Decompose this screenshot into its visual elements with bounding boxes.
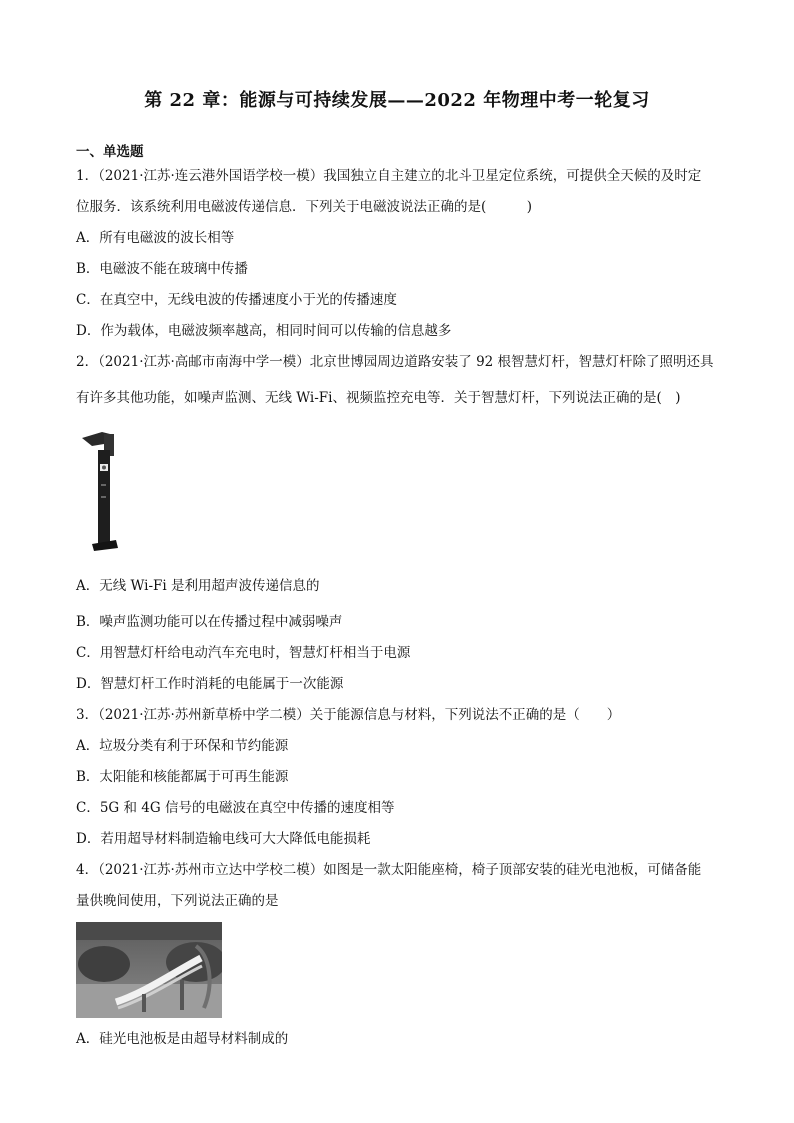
q3-option-b: B．太阳能和核能都属于可再生能源 — [76, 769, 289, 785]
q4-stem-line-1: 4．（2021·江苏·苏州市立达中学校二模）如图是一款太阳能座椅，椅子顶部安装的硅光电池板，可储备能 — [76, 862, 702, 878]
page-title: 第 22 章：能源与可持续发展——2022 年物理中考一轮复习 — [144, 90, 650, 111]
solar-bench-photo-icon — [76, 922, 222, 1018]
q2-option-c: C．用智慧灯杆给电动汽车充电时，智慧灯杆相当于电源 — [76, 645, 411, 661]
q4-stem-line-2: 量供晚间使用，下列说法正确的是 — [76, 893, 279, 909]
section-heading: 一、单选题 — [76, 144, 144, 160]
q1-option-b: B．电磁波不能在玻璃中传播 — [76, 261, 248, 277]
q2-option-b: B．噪声监测功能可以在传播过程中减弱噪声 — [76, 614, 343, 630]
q1-option-c: C．在真空中，无线电波的传播速度小于光的传播速度 — [76, 292, 397, 308]
q1-option-d: D．作为载体，电磁波频率越高，相同时间可以传输的信息越多 — [76, 323, 452, 339]
q1-stem-line-1: 1．（2021·江苏·连云港外国语学校一模）我国独立自主建立的北斗卫星定位系统，可提供全天候的及时定 — [76, 168, 702, 184]
q2-stem-line-2: 有许多其他功能，如噪声监测、无线 Wi-Fi、视频监控充电等．关于智慧灯杆，下列说法正确的是( ) — [76, 390, 681, 406]
q4-option-a: A．硅光电池板是由超导材料制成的 — [76, 1031, 289, 1047]
q1-stem-line-2: 位服务．该系统利用电磁波传递信息．下列关于电磁波说法正确的是( ) — [76, 199, 533, 215]
q3-option-a: A．垃圾分类有利于环保和节约能源 — [76, 738, 289, 754]
q2-option-a: A．无线 Wi-Fi 是利用超声波传递信息的 — [76, 578, 320, 594]
q3-option-c: C．5G 和 4G 信号的电磁波在真空中传播的速度相等 — [76, 800, 395, 816]
smart-lamp-post-icon — [80, 428, 124, 552]
q2-option-d: D．智慧灯杆工作时消耗的电能属于一次能源 — [76, 676, 344, 692]
q2-stem-line-1: 2．（2021·江苏·高邮市南海中学一模）北京世博园周边道路安装了 92 根智慧灯杆，智慧灯杆除了照明还具 — [76, 354, 714, 370]
q3-option-d: D．若用超导材料制造输电线可大大降低电能损耗 — [76, 831, 371, 847]
q3-stem-line-1: 3．（2021·江苏·苏州新草桥中学二模）关于能源信息与材料，下列说法不正确的是（ ） — [76, 707, 621, 723]
q1-option-a: A．所有电磁波的波长相等 — [76, 230, 235, 246]
